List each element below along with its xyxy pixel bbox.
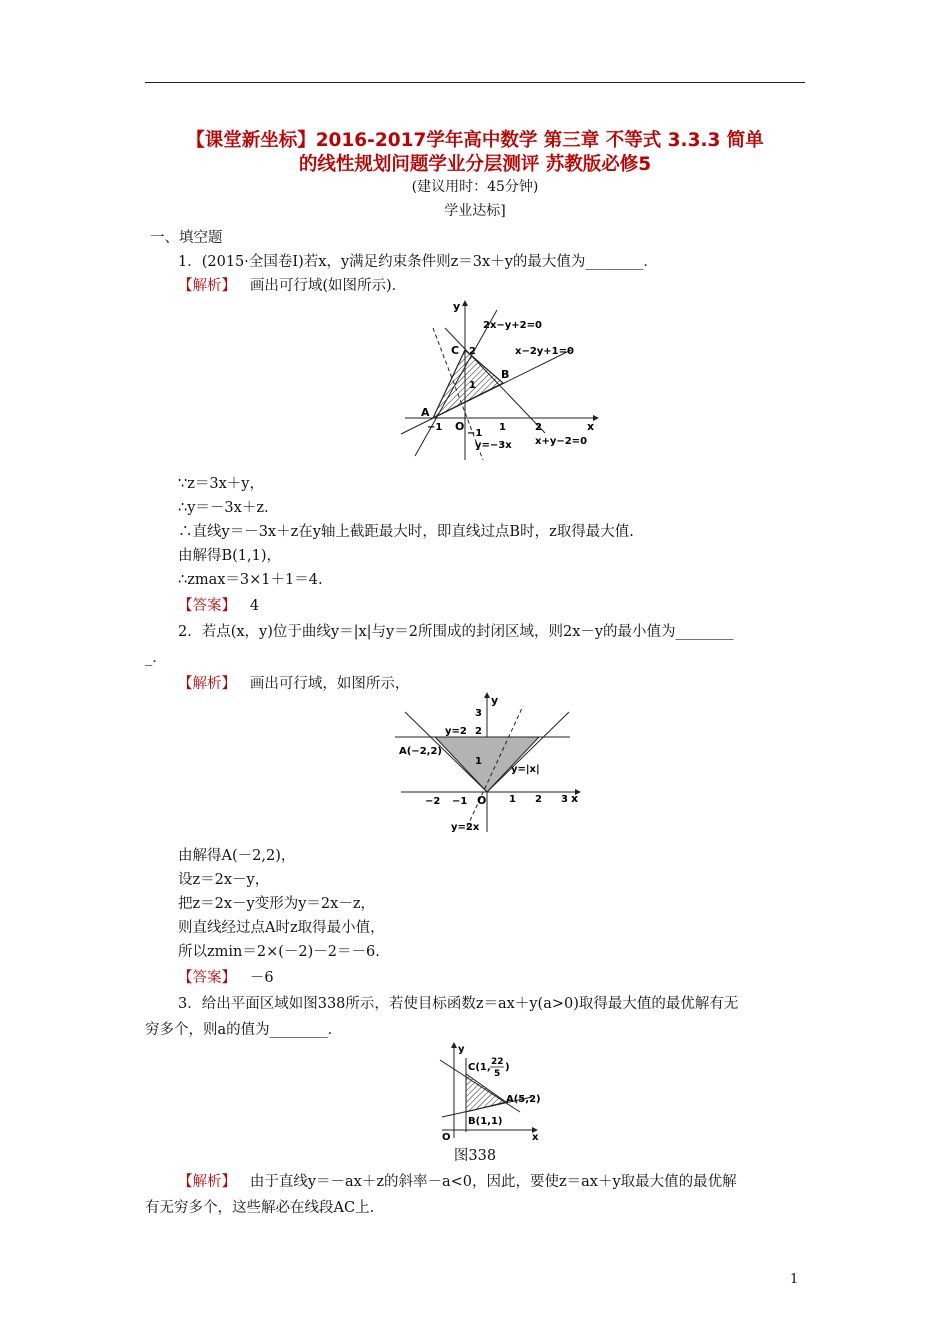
q2-fig-tick-xm1: −1 (452, 796, 468, 807)
document-title-line1: 【课堂新坐标】2016-2017学年高中数学 第三章 不等式 3.3.3 简单 (186, 130, 764, 151)
q1-fig-line-2: x−2y+1=0 (515, 346, 574, 357)
analysis-tag: 【解析】 (178, 1174, 236, 1190)
q1-fig-tick-y1: 1 (469, 380, 476, 391)
q1-fig-tick-y2: 2 (469, 346, 476, 357)
q1-analysis-text: 画出可行域(如图所示)． (249, 278, 407, 294)
q1-figure (395, 298, 600, 463)
q2-fig-tick-x1: 1 (509, 794, 516, 805)
q3-figure-caption: 图338 (453, 1148, 497, 1164)
answer-tag: 【答案】 (178, 598, 236, 614)
q2-fig-label-x: x (571, 792, 579, 805)
q3-figure (432, 1040, 547, 1142)
header-rule (145, 82, 805, 83)
q3-fig-label-y: y (458, 1044, 465, 1055)
q1-fig-tick-x1: 1 (499, 422, 506, 433)
q3-analysis-text: 由于直线y＝－ax＋z的斜率－a<0，因此，要使z＝ax＋y取最大值的最优解 (249, 1174, 737, 1190)
q3-fig-origin: O (442, 1132, 451, 1142)
page-number: 1 (790, 1272, 799, 1287)
q2-fig-tick-y2: 2 (475, 726, 482, 737)
q1-fig-point-a: A (421, 406, 430, 419)
q1-step-5: ∴zmax＝3×1＋1＝4. (178, 572, 323, 588)
q3-analysis-line2: 有无穷多个，这些解必在线段AC上. (145, 1200, 375, 1216)
q1-fig-label-x: x (587, 420, 595, 433)
q2-analysis (178, 672, 409, 693)
q1-step-4: 由解得B(1,1)， (178, 548, 282, 564)
q1-fig-line-4: y=−3x (475, 440, 512, 451)
section-label: 学业达标] (444, 203, 506, 219)
q1-answer-value: 4 (249, 598, 260, 614)
q2-fig-curve: y=|x| (511, 764, 540, 775)
q1-fig-point-b: B (501, 368, 510, 381)
q1-fig-point-c: C (451, 344, 460, 357)
q1-fig-tick-xm1: −1 (427, 422, 443, 433)
q2-step-2: 设z＝2x－y， (178, 872, 270, 888)
q1-text: 1．(2015·全国卷Ⅰ)若x，y满足约束条件则z＝3x＋y的最大值为________． (178, 254, 658, 270)
q3-fig-point-b: B(1,1) (468, 1116, 503, 1127)
q2-figure (395, 692, 595, 837)
q1-fig-origin: O (455, 420, 465, 433)
q1-step-1: ∵z＝3x＋y， (178, 476, 264, 492)
q2-answer (178, 966, 274, 987)
q2-fig-tick-y3: 3 (475, 708, 482, 719)
q3-analysis-line1 (178, 1170, 737, 1191)
q1-fig-label-y: y (453, 300, 461, 313)
q2-fig-tick-y1: 1 (475, 756, 482, 767)
q3-fig-point-a: A(5,2) (506, 1094, 541, 1105)
q2-step-1: 由解得A(－2,2)， (178, 848, 296, 864)
q3-text-line2: 穷多个，则a的值为________． (145, 1022, 343, 1038)
q3-text-line1: 3．给出平面区域如图338所示，若使目标函数z＝ax＋y(a>0)取得最大值的最优解有无 (178, 996, 739, 1012)
part-label: 一、填空题 (150, 230, 223, 246)
q3-fig-point-c-num: 22 (491, 1057, 504, 1067)
q1-fig-tick-x2: 2 (535, 422, 542, 433)
q2-step-5: 所以zmin＝2×(－2)－2＝－6. (178, 944, 380, 960)
q3-fig-point-c-den: 5 (494, 1069, 501, 1079)
document-title-line2: 的线性规划问题学业分层测评 苏教版必修5 (298, 154, 652, 175)
q1-answer (178, 594, 259, 615)
q1-fig-tick-ym1: −1 (467, 428, 483, 439)
q1-step-3: ∴直线y＝－3x＋z在y轴上截距最大时，即直线过点B时，z取得最大值. (178, 524, 634, 540)
q3-fig-point-c-close: ) (505, 1062, 510, 1073)
q2-fig-line-2x: y=2x (451, 822, 480, 833)
q2-fig-label-y: y (491, 694, 499, 707)
analysis-tag: 【解析】 (178, 676, 236, 692)
q2-fig-tick-xm2: −2 (425, 796, 441, 807)
analysis-tag: 【解析】 (178, 278, 236, 294)
q3-fig-label-x: x (532, 1132, 539, 1142)
q2-fig-tick-x3: 3 (561, 794, 568, 805)
time-hint: (建议用时：45分钟) (411, 179, 539, 195)
q2-fig-line-y2: y=2 (445, 726, 467, 737)
q2-step-4: 则直线经过点A时z取得最小值， (178, 920, 385, 936)
q2-step-3: 把z＝2x－y变形为y＝2x－z， (178, 896, 375, 912)
q1-step-2: ∴y＝－3x＋z. (178, 500, 269, 516)
q2-text-line1: 2．若点(x，y)位于曲线y＝|x|与y＝2所围成的封闭区域，则2x－y的最小值为________ (178, 624, 734, 640)
q1-fig-line-1: 2x−y+2=0 (483, 320, 542, 331)
q2-answer-value: －6 (249, 970, 274, 986)
q2-fig-origin: O (477, 794, 487, 807)
q1-analysis (178, 274, 406, 295)
answer-tag: 【答案】 (178, 970, 236, 986)
q2-fig-point-a: A(−2,2) (399, 746, 442, 757)
q1-fig-line-3: x+y−2=0 (535, 436, 588, 447)
q2-text-line2: _． (145, 650, 167, 666)
q2-fig-tick-x2: 2 (535, 794, 542, 805)
q2-analysis-text: 画出可行域，如图所示， (249, 676, 410, 692)
q3-fig-point-c-prefix: C(1, (468, 1062, 491, 1073)
